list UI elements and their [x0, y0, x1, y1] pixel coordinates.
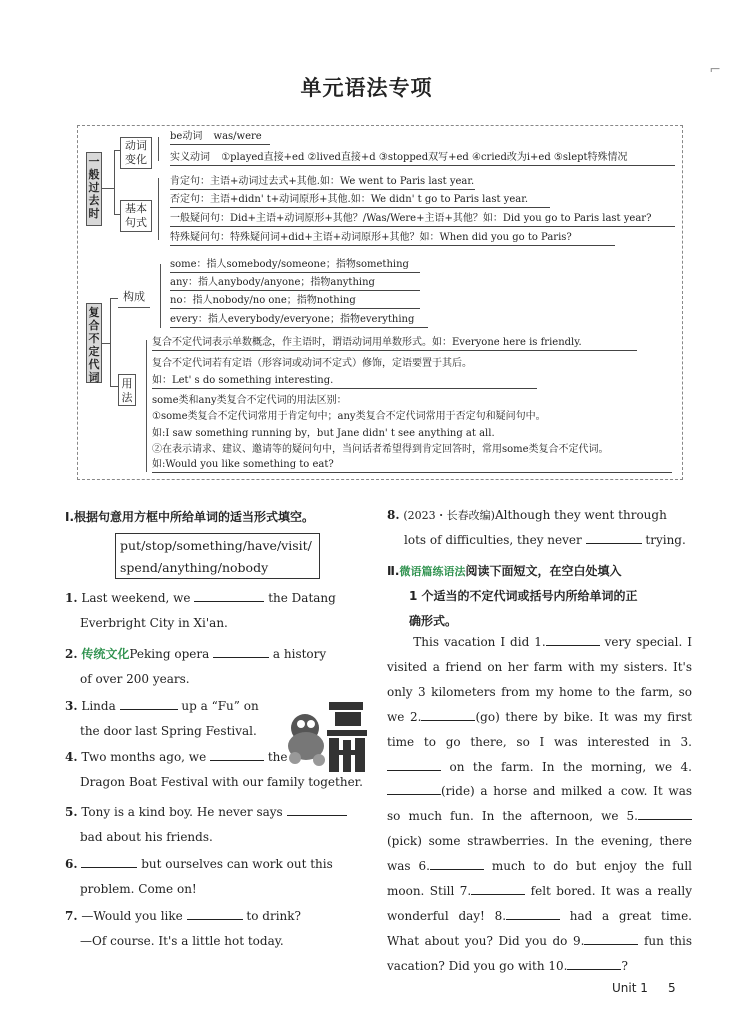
connector [114, 150, 115, 214]
page-title: 单元语法专项 [300, 76, 433, 100]
exercise-item-4 [65, 745, 370, 795]
be-verb-forms: was/were [213, 131, 262, 142]
exercise-item-1 [65, 586, 370, 636]
exercise-item-7 [65, 904, 370, 954]
passage-blank[interactable] [638, 805, 692, 820]
item-text: but ourselves can work out this [141, 857, 333, 871]
passage-text: (pick) some strawberries. In the evening, there was 6. [387, 834, 692, 874]
item-number: 7. [65, 909, 78, 923]
exercise-item-3 [65, 694, 285, 744]
item-text: trying. [645, 533, 686, 547]
connector [160, 264, 161, 328]
item-text: Everbright City in Xi'an. [80, 616, 228, 630]
answer-blank[interactable] [213, 643, 269, 658]
exercise-item-6 [65, 852, 370, 902]
action-verb-rules-text: ①played直接+ed ②lived直接+d ③stopped双写+ed ④cried改为i+ed ⑤slept特殊情况 [221, 152, 628, 163]
word-box-line-2: spend/anything/nobody [120, 560, 269, 575]
connector [110, 298, 111, 386]
section-1-title: Ⅰ.根据句意用方框中所给单词的适当形式填空。 [65, 510, 315, 524]
passage-blank[interactable] [584, 930, 638, 945]
structure-any: any：指人anybody/anyone；指物anything [170, 276, 420, 291]
usage-label: 用法 [118, 374, 136, 406]
culture-badge: 传统文化 [81, 647, 130, 661]
section-2-title [387, 559, 697, 634]
structure-no: no：指人nobody/no one；指物nothing [170, 294, 420, 309]
connector [110, 298, 118, 299]
grammar-badge: 微语篇练语法 [399, 565, 466, 578]
passage-text: felt bored. It was a really wonderful day! 8. [387, 884, 692, 923]
item-text: Although they went through [494, 508, 667, 522]
item-text: to drink? [246, 909, 301, 923]
passage-blank[interactable] [430, 855, 484, 870]
item-text: up a “Fu” on [181, 699, 259, 713]
action-verb-rules [170, 151, 675, 166]
word-box [115, 533, 320, 579]
passage-text: fun this vacation? Did you go with 10. [387, 933, 692, 973]
indefinite-pronoun-label: 复合不定代词 [86, 303, 102, 383]
usage-rule-3a-example: 如:I saw something running by，but Jane didn' t see anything at all. [152, 428, 495, 439]
item-text: Peking opera [129, 647, 210, 661]
corner-mark: ⌐ [709, 62, 721, 78]
usage-rule-3a: ①some类复合不定代词常用于肯定句中；any类复合不定代词常用于否定句和疑问句中。 [152, 411, 546, 422]
usage-rule-3: some类和any类复合不定代词的用法区别： [152, 395, 347, 406]
past-tense-label: 一般过去时 [86, 152, 102, 226]
be-verb [170, 130, 270, 145]
usage-rule-1: 复合不定代词表示单数概念，作主语时，谓语动词用单数形式。如：Everyone here is friendly. [152, 336, 637, 351]
section-2-title-line: 1 个适当的不定代词或括号内所给单词的正 [409, 589, 638, 603]
item-text: bad about his friends. [80, 830, 213, 844]
item-text: lots of difficulties, they never [404, 533, 582, 547]
passage-text: (go) there by bike. It was my first time to go there, so I was interested in 3. [387, 709, 693, 749]
passage-text: ? [621, 958, 628, 973]
item-text: Two months ago, we [81, 750, 207, 764]
answer-blank[interactable] [287, 801, 347, 816]
exercise-item-8 [387, 503, 697, 553]
verb-forms-label: 动词变化 [120, 137, 152, 169]
answer-blank[interactable] [120, 695, 178, 710]
section-2-title-line: 确形式。 [409, 614, 458, 628]
usage-rule-3b: ②在表示请求、建议、邀请等的疑问句中，当问话者希望得到肯定回答时，常用some类复合不定代词。 [152, 444, 609, 455]
item-text: Dragon Boat Festival with our family together. [80, 775, 363, 789]
basic-sentences-label: 基本句式 [120, 200, 152, 232]
item-number: 5. [65, 805, 78, 819]
item-text: a history [272, 647, 327, 661]
passage-blank[interactable] [421, 706, 475, 721]
structure-some: some：指人somebody/someone；指物something [170, 258, 420, 273]
answer-blank[interactable] [187, 905, 243, 920]
item-number: 6. [65, 857, 78, 871]
passage-text: much to do but enjoy the full moon. Still 7. [387, 859, 692, 899]
unit-label: Unit 1 [612, 981, 648, 995]
structure-label: 构成 [118, 290, 150, 308]
answer-blank[interactable] [210, 746, 264, 761]
item-text: Linda [81, 699, 116, 713]
usage-rule-3b-example: 如:Would you like something to eat? [152, 458, 672, 473]
passage-blank[interactable] [567, 955, 621, 970]
passage-text: on the farm. In the morning, we 4. [441, 759, 692, 774]
passage-blank[interactable] [471, 880, 525, 895]
item-number: 4. [65, 750, 78, 764]
be-verb-label: be动词 [170, 131, 203, 142]
item-text: the door last Spring Festival. [80, 724, 257, 738]
connector [158, 178, 159, 240]
exercise-item-2 [65, 642, 370, 692]
usage-rule-2: 复合不定代词若有定语（形容词或动词不定式）修饰，定语要置于其后。 [152, 358, 472, 369]
passage-text: had a great time. What about you? Did you do 9. [387, 908, 692, 948]
section-2-number: Ⅱ. [387, 564, 400, 578]
item-number: 3. [65, 699, 78, 713]
connector [102, 343, 110, 344]
answer-blank[interactable] [586, 529, 642, 544]
item-text: the [267, 750, 288, 764]
answer-blank[interactable] [194, 587, 264, 602]
item-number: 1. [65, 591, 78, 605]
item-text: Last weekend, we [81, 591, 191, 605]
item-text: of over 200 years. [80, 672, 190, 686]
item-text: —Of course. It's a little hot today. [80, 934, 284, 948]
answer-blank[interactable] [81, 853, 137, 868]
negative-sentence: 否定句：主语+didn' t+动词原形+其他.如：We didn' t go to Paris last year. [170, 193, 550, 208]
item-text: the Datang [268, 591, 336, 605]
item-number: 8. [387, 508, 400, 522]
connector [110, 386, 118, 387]
passage-text: This vacation I did 1. [413, 635, 546, 649]
item-text: Tony is a kind boy. He never says [81, 805, 283, 819]
section-2-title-line: 阅读下面短文，在空白处填入 [465, 564, 622, 578]
passage-blank[interactable] [546, 631, 600, 646]
structure-every: every：指人everybody/everyone；指物everything [170, 313, 428, 328]
connector [146, 340, 147, 472]
passage-text: very special. I visited a friend on her farm with my sisters. It's only 3 kilometers from my home to the farm, so we 2. [387, 635, 692, 724]
passage-blank[interactable] [387, 756, 441, 771]
source-tag: (2023・长春改编) [403, 509, 495, 522]
usage-rule-2-example: 如：Let' s do something interesting. [152, 374, 537, 389]
reading-passage [387, 630, 692, 979]
connector [102, 188, 114, 189]
word-box-line-1: put/stop/something/have/visit/ [120, 538, 312, 553]
connector [158, 137, 159, 161]
page-number: 5 [668, 981, 676, 995]
passage-blank[interactable] [387, 780, 441, 795]
general-question: 一般疑问句：Did+主语+动词原形+其他？/Was/Were+主语+其他？如：Did you go to Paris last year? [170, 212, 675, 227]
affirmative-sentence: 肯定句：主语+动词过去式+其他.如：We went to Paris last year. [170, 175, 475, 190]
exercise-item-5 [65, 800, 370, 850]
special-question: 特殊疑问句：特殊疑问词+did+主语+动词原形+其他？如：When did you go to Paris? [170, 231, 615, 246]
item-number: 2. [65, 647, 78, 661]
passage-text: (ride) a horse and milked a cow. It was so much fun. In the afternoon, we 5. [387, 784, 692, 824]
item-text: problem. Come on! [80, 882, 197, 896]
item-text: —Would you like [81, 909, 183, 923]
action-verb-label: 实义动词 [170, 152, 210, 163]
passage-blank[interactable] [506, 905, 560, 920]
